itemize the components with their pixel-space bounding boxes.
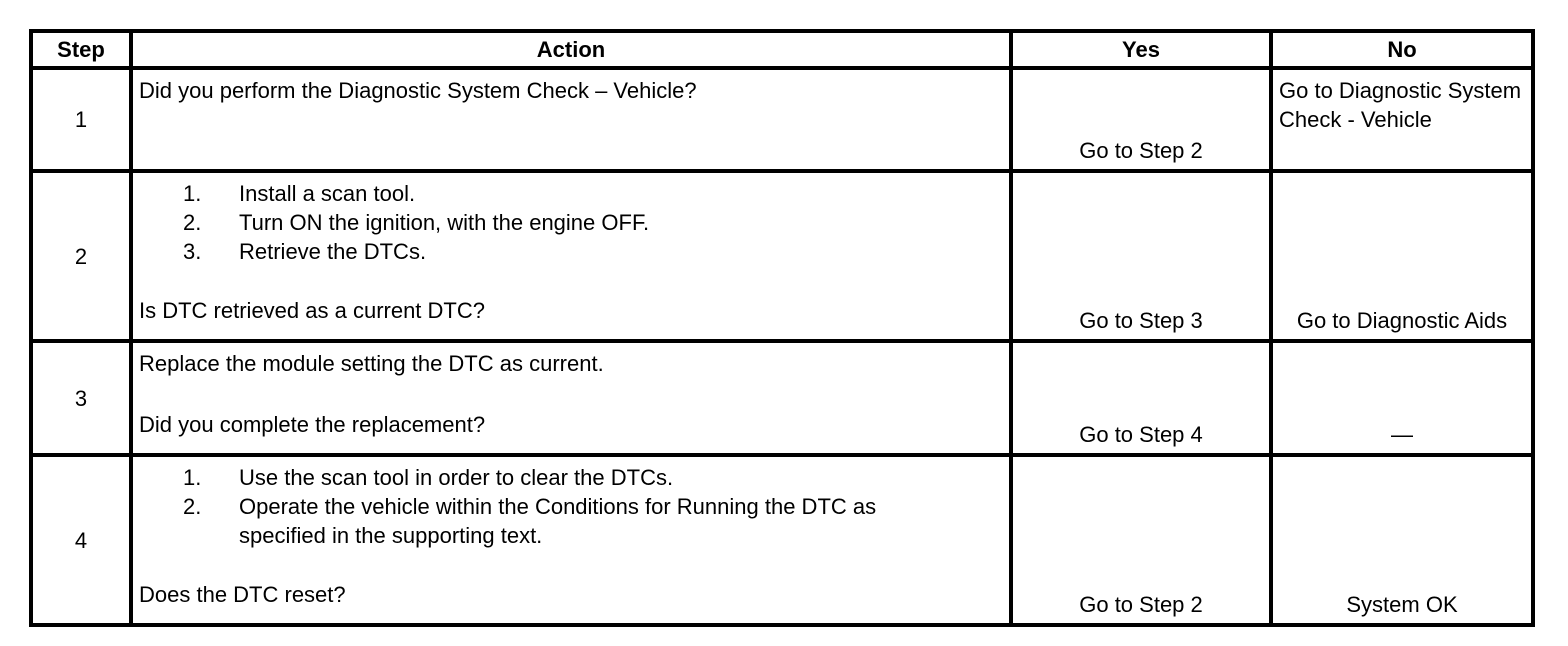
step-number: 1 [31, 68, 131, 171]
action-steps-list [139, 463, 1009, 550]
yes-result: Go to Step 4 [1011, 341, 1271, 455]
action-content [139, 179, 1009, 329]
list-item [183, 492, 1009, 550]
list-item-text: Install a scan tool. [239, 181, 416, 206]
action-cell [131, 68, 1011, 171]
list-item-number: 1. [183, 465, 202, 490]
header-no: No [1271, 31, 1533, 68]
action-text: Replace the module setting the DTC as current. [139, 351, 604, 376]
step-number: 3 [31, 341, 131, 455]
list-item [183, 208, 1009, 237]
action-cell [131, 171, 1011, 341]
diagnostic-table [29, 29, 1535, 627]
no-result: System OK [1271, 455, 1533, 625]
table-header-row [31, 31, 1533, 68]
header-action: Action [131, 31, 1011, 68]
step-number: 4 [31, 455, 131, 625]
list-item [183, 237, 1009, 266]
list-item-text: Turn ON the ignition, with the engine OFF. [239, 210, 650, 235]
action-question: Did you complete the replacement? [139, 412, 486, 437]
list-item-number: 2. [183, 210, 202, 235]
list-item [183, 179, 1009, 208]
action-cell [131, 341, 1011, 455]
action-content [139, 349, 1009, 443]
action-content [139, 463, 1009, 613]
list-item-text: Retrieve the DTCs. [239, 239, 427, 264]
step-number: 2 [31, 171, 131, 341]
action-cell [131, 455, 1011, 625]
list-item-number: 1. [183, 181, 202, 206]
action-text: Did you perform the Diagnostic System Check – Vehicle? [139, 78, 697, 103]
action-steps-list [139, 179, 1009, 266]
yes-result: Go to Step 3 [1011, 171, 1271, 341]
action-question: Is DTC retrieved as a current DTC? [139, 298, 485, 323]
list-item-text: Operate the vehicle within the Conditions for Running the DTC as specified in the supporting text. [239, 494, 877, 548]
list-item [183, 463, 1009, 492]
action-question: Does the DTC reset? [139, 582, 346, 607]
table-row [31, 68, 1533, 171]
table-row [31, 341, 1533, 455]
header-yes: Yes [1011, 31, 1271, 68]
list-item-number: 3. [183, 239, 202, 264]
yes-result: Go to Step 2 [1011, 455, 1271, 625]
yes-result: Go to Step 2 [1011, 68, 1271, 171]
diagnostic-table-container [29, 29, 1531, 627]
no-result: Go to Diagnostic Aids [1271, 171, 1533, 341]
header-step: Step [31, 31, 131, 68]
no-result: — [1271, 341, 1533, 455]
table-row [31, 455, 1533, 625]
no-result: Go to Diagnostic System Check - Vehicle [1271, 68, 1533, 171]
table-row [31, 171, 1533, 341]
list-item-number: 2. [183, 494, 202, 519]
list-item-text: Use the scan tool in order to clear the DTCs. [239, 465, 674, 490]
